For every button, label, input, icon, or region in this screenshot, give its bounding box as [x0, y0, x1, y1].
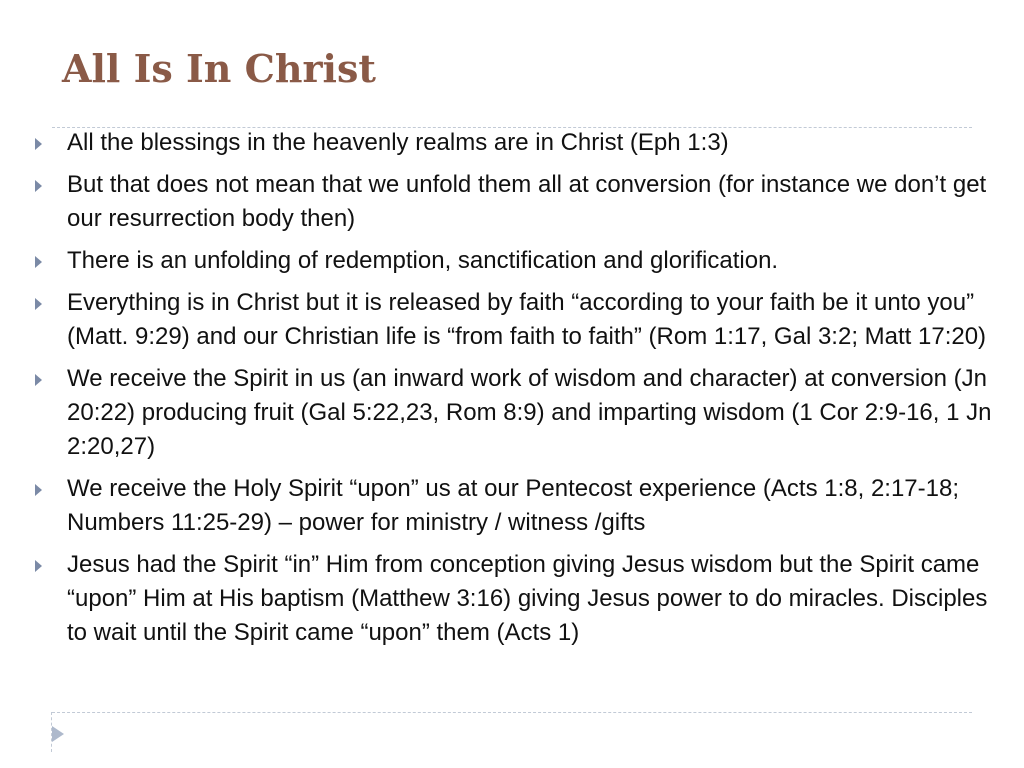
bullet-text: Everything is in Christ but it is released by faith “according to your faith be it unto you” (Matt. 9:29) and our Christian life is “from faith to faith” (Rom 1:17, Gal 3:2; Matt 17:20)	[67, 289, 987, 350]
triangle-right-icon	[35, 256, 42, 268]
bullet-item	[67, 362, 992, 464]
bullet-item	[67, 548, 992, 650]
triangle-right-icon	[35, 138, 42, 150]
bullet-item	[67, 472, 992, 540]
slide-title: All Is In Christ	[62, 46, 376, 91]
bullet-text: We receive the Holy Spirit “upon” us at our Pentecost experience (Acts 1:8, 2:17-18; Numbers 11:25-29) – power for ministry / witness /gifts	[67, 475, 960, 536]
bullet-item	[67, 286, 992, 354]
bullet-item	[67, 126, 992, 160]
triangle-right-icon	[35, 374, 42, 386]
triangle-right-icon	[52, 726, 64, 742]
bullet-item	[67, 244, 992, 278]
triangle-right-icon	[35, 298, 42, 310]
triangle-right-icon	[35, 484, 42, 496]
bullet-text: But that does not mean that we unfold them all at conversion (for instance we don’t get our resurrection body then)	[67, 171, 987, 232]
bullet-text: We receive the Spirit in us (an inward work of wisdom and character) at conversion (Jn 20:22) producing fruit (Gal 5:22,23, Rom 8:9) and imparting wisdom (1 Cor 2:9-16, 1 Jn 2:20,27)	[67, 365, 992, 460]
bullet-text: All the blessings in the heavenly realms are in Christ (Eph 1:3)	[67, 129, 729, 156]
bullet-item	[67, 168, 992, 236]
triangle-right-icon	[35, 180, 42, 192]
bullet-text: There is an unfolding of redemption, sanctification and glorification.	[67, 247, 779, 274]
bullet-list	[67, 126, 992, 658]
triangle-right-icon	[35, 560, 42, 572]
bullet-text: Jesus had the Spirit “in” Him from conception giving Jesus wisdom but the Spirit came “upon” Him at His baptism (Matthew 3:16) giving Jesus power to do miracles. Disciples to wait until the Spirit came “upon” them (Acts 1)	[67, 551, 988, 646]
footer-divider	[52, 712, 972, 713]
